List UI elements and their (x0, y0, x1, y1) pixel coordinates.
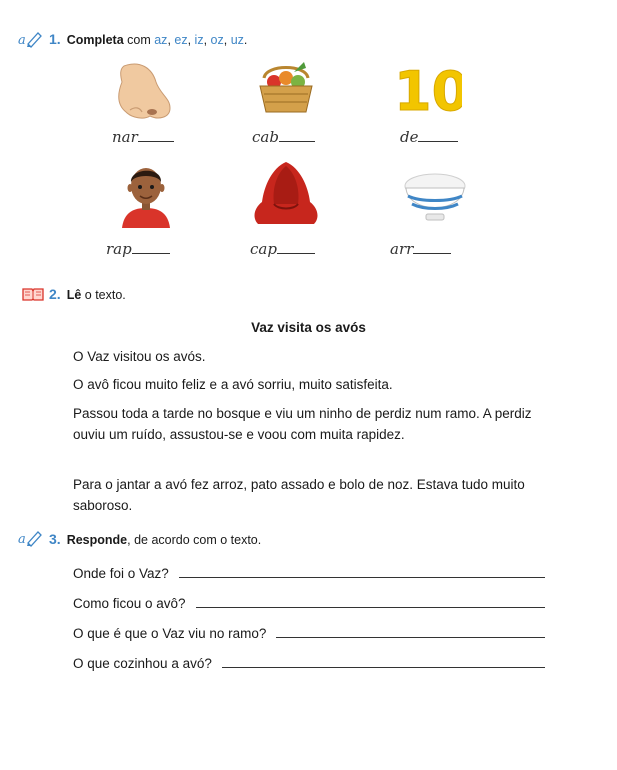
number-ten-icon (392, 60, 462, 116)
exercise-1-com: com (127, 33, 151, 47)
exercise-3-number: 3. (49, 531, 61, 547)
option-oz: oz (210, 33, 224, 47)
exercise-1-number: 1. (49, 31, 61, 47)
prefix-rap: rap (106, 240, 132, 258)
boy-icon (118, 160, 174, 233)
story-title: Vaz visita os avós (251, 320, 366, 335)
nose-icon (110, 62, 180, 129)
exercise-2-header (49, 286, 126, 302)
write-icon (18, 30, 44, 53)
blank-nar[interactable] (138, 141, 174, 142)
word-cap (250, 240, 315, 258)
exercise-2-number: 2. (49, 286, 61, 302)
question-1-text: Onde foi o Vaz? (73, 566, 169, 581)
question-3-text: O que é que o Vaz viu no ramo? (73, 626, 267, 641)
word-rap (106, 240, 170, 258)
exercise-2-rest: o texto. (84, 288, 126, 302)
question-1 (73, 566, 545, 581)
word-de (400, 128, 458, 146)
option-ez: ez (174, 33, 188, 47)
question-3 (73, 626, 545, 641)
prefix-de: de (400, 128, 419, 146)
exercise-1-verb: Completa (66, 33, 124, 47)
exercise-2-verb: Lê (66, 288, 82, 302)
exercise-1-header: 1. Completa com az, ez, iz, oz, uz. (49, 31, 248, 47)
svg-text:a: a (18, 532, 26, 547)
option-az: az (154, 33, 168, 47)
option-uz: uz (230, 33, 244, 47)
exercise-3-verb: Responde (66, 533, 128, 547)
prefix-nar: nar (112, 128, 138, 146)
word-nar (112, 128, 174, 146)
answer-line-3[interactable] (276, 637, 545, 638)
prefix-cap: cap (250, 240, 277, 258)
question-2-text: Como ficou o avô? (73, 596, 186, 611)
word-cab (252, 128, 315, 146)
option-iz: iz (194, 33, 204, 47)
write-icon-2 (18, 529, 44, 552)
story-paragraph-2: O avô ficou muito feliz e a avó sorriu, muito satisfeita. (73, 377, 393, 392)
prefix-arr: arr (390, 240, 414, 258)
blank-arr[interactable] (413, 253, 451, 254)
blank-de[interactable] (418, 141, 458, 142)
question-4 (73, 656, 545, 671)
svg-text:a: a (18, 33, 26, 48)
answer-line-4[interactable] (222, 667, 545, 668)
story-paragraph-3: Passou toda a tarde no bosque e viu um ninho de perdiz num ramo. A perdiz ouviu um ruído, assustou-se e voou com muita rapidez. (73, 406, 532, 442)
blank-cap[interactable] (277, 253, 315, 254)
prefix-cab: cab (252, 128, 279, 146)
rice-bowl-icon (400, 170, 470, 229)
question-2 (73, 596, 545, 611)
basket-icon (254, 58, 318, 123)
ten-numeral: 10 (394, 60, 462, 116)
word-arr (390, 240, 451, 258)
blank-cab[interactable] (279, 141, 315, 142)
book-icon (22, 287, 44, 306)
blank-rap[interactable] (132, 253, 170, 254)
red-hood-icon (248, 160, 324, 231)
exercise-3-header (49, 531, 261, 547)
answer-line-1[interactable] (179, 577, 545, 578)
answer-line-2[interactable] (196, 607, 545, 608)
story-paragraph-1: O Vaz visitou os avós. (73, 349, 206, 364)
story-paragraph-4: Para o jantar a avó fez arroz, pato assado e bolo de noz. Estava tudo muito saboroso. (73, 477, 525, 513)
question-4-text: O que cozinhou a avó? (73, 656, 212, 671)
exercise-3-rest: , de acordo com o texto. (127, 533, 262, 547)
